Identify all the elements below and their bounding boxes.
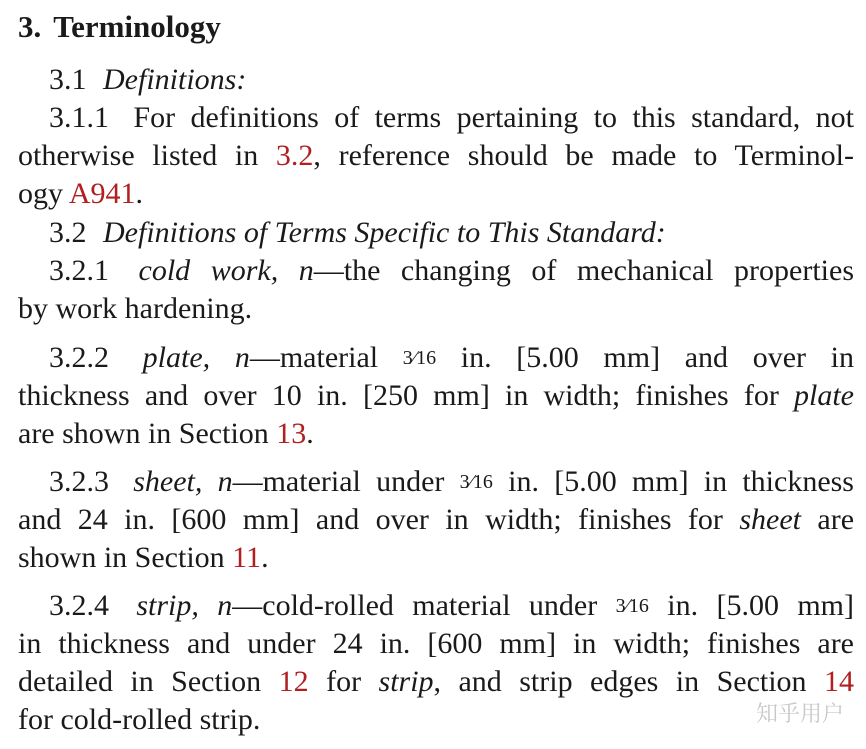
clause-text: in thickness and under 24 in. [600 mm] in width; finishes are	[18, 627, 854, 660]
clause-text: are	[800, 503, 855, 536]
watermark: 知乎用户	[755, 702, 844, 727]
definition-3-1-1-line-2	[18, 137, 854, 175]
clause-number: 3.2.1	[49, 254, 109, 287]
section-heading	[18, 8, 221, 46]
clause-text: —cold-rolled material under	[232, 589, 616, 622]
fraction: 3⁄16	[615, 595, 649, 617]
clause-number: 3.2.4	[49, 589, 109, 622]
clause-text: for	[308, 665, 379, 698]
definition-3-2-1-line-1	[18, 252, 854, 290]
definition-3-2-4-line-2	[18, 625, 854, 663]
term: sheet, n	[133, 465, 233, 498]
section-link-3-2[interactable]: 3.2	[275, 139, 314, 172]
clause-text: For definitions of terms pertaining to this standard, not	[133, 101, 854, 134]
clause-text: —material under	[232, 465, 460, 498]
clause-text: are shown in Section	[18, 417, 277, 450]
section-link-13[interactable]: 13	[276, 417, 307, 450]
definition-3-1	[18, 61, 854, 99]
clause-text: otherwise listed in	[18, 139, 276, 172]
definition-3-1-1-line-1	[18, 99, 854, 137]
definition-3-2-4-line-1	[18, 587, 854, 625]
clause-text: ogy	[18, 177, 69, 210]
clause-text: , and strip edges in Section	[433, 665, 825, 698]
definition-3-1-1-line-3	[18, 175, 854, 213]
definition-3-2-4-line-3	[18, 663, 854, 701]
clause-number: 3.1	[49, 63, 87, 96]
clause-text: in. [5.00 mm] and over in	[436, 341, 854, 374]
section-title: Terminology	[53, 9, 221, 44]
definition-3-2-3-line-2	[18, 501, 854, 539]
definition-3-2-3-line-3	[18, 539, 854, 577]
clause-text: , reference should be made to Terminol-	[313, 139, 854, 172]
clause-text: and 24 in. [600 mm] and over in width; finishes for	[18, 503, 740, 536]
term: strip, n	[136, 589, 233, 622]
definition-3-2-2-line-2	[18, 377, 854, 415]
clause-title: Definitions of Terms Specific to This Standard:	[103, 216, 666, 249]
clause-text: by work hardening.	[18, 292, 253, 325]
clause-text: in. [5.00 mm] in thickness	[492, 465, 854, 498]
section-link-14[interactable]: 14	[824, 665, 855, 698]
clause-text: —material	[249, 341, 403, 374]
clause-text: shown in Section	[18, 541, 233, 574]
clause-number: 3.1.1	[49, 101, 109, 134]
definition-3-2-3-line-1	[18, 463, 854, 501]
fraction: 3⁄16	[459, 471, 493, 493]
definition-3-2-4-line-4	[18, 701, 854, 739]
standard-link-a941[interactable]: A941	[68, 177, 136, 210]
term: plate	[794, 379, 854, 412]
clause-text: detailed in Section	[18, 665, 279, 698]
term: cold work, n	[138, 254, 314, 287]
section-number: 3.	[18, 9, 42, 44]
term: plate, n	[142, 341, 250, 374]
clause-text: .	[261, 541, 269, 574]
clause-text: in. [5.00 mm]	[648, 589, 854, 622]
clause-number: 3.2	[49, 216, 87, 249]
fraction: 3⁄16	[402, 347, 437, 369]
clause-text: thickness and over 10 in. [250 mm] in width; finishes for	[18, 379, 794, 412]
definition-3-2	[18, 214, 854, 252]
term: strip	[378, 665, 434, 698]
term: sheet	[739, 503, 801, 536]
clause-number: 3.2.3	[49, 465, 109, 498]
clause-text: —the changing of mechanical properties	[313, 254, 855, 287]
clause-title: Definitions:	[103, 63, 247, 96]
clause-text: .	[306, 417, 314, 450]
section-link-12[interactable]: 12	[278, 665, 309, 698]
definition-3-2-2-line-3	[18, 415, 854, 453]
clause-text: for cold-rolled strip.	[18, 703, 261, 736]
clause-text: .	[135, 177, 144, 210]
clause-number: 3.2.2	[49, 341, 109, 374]
definition-3-2-2-line-1	[18, 339, 854, 377]
definition-3-2-1-line-2	[18, 290, 854, 328]
section-link-11[interactable]: 11	[232, 541, 262, 574]
